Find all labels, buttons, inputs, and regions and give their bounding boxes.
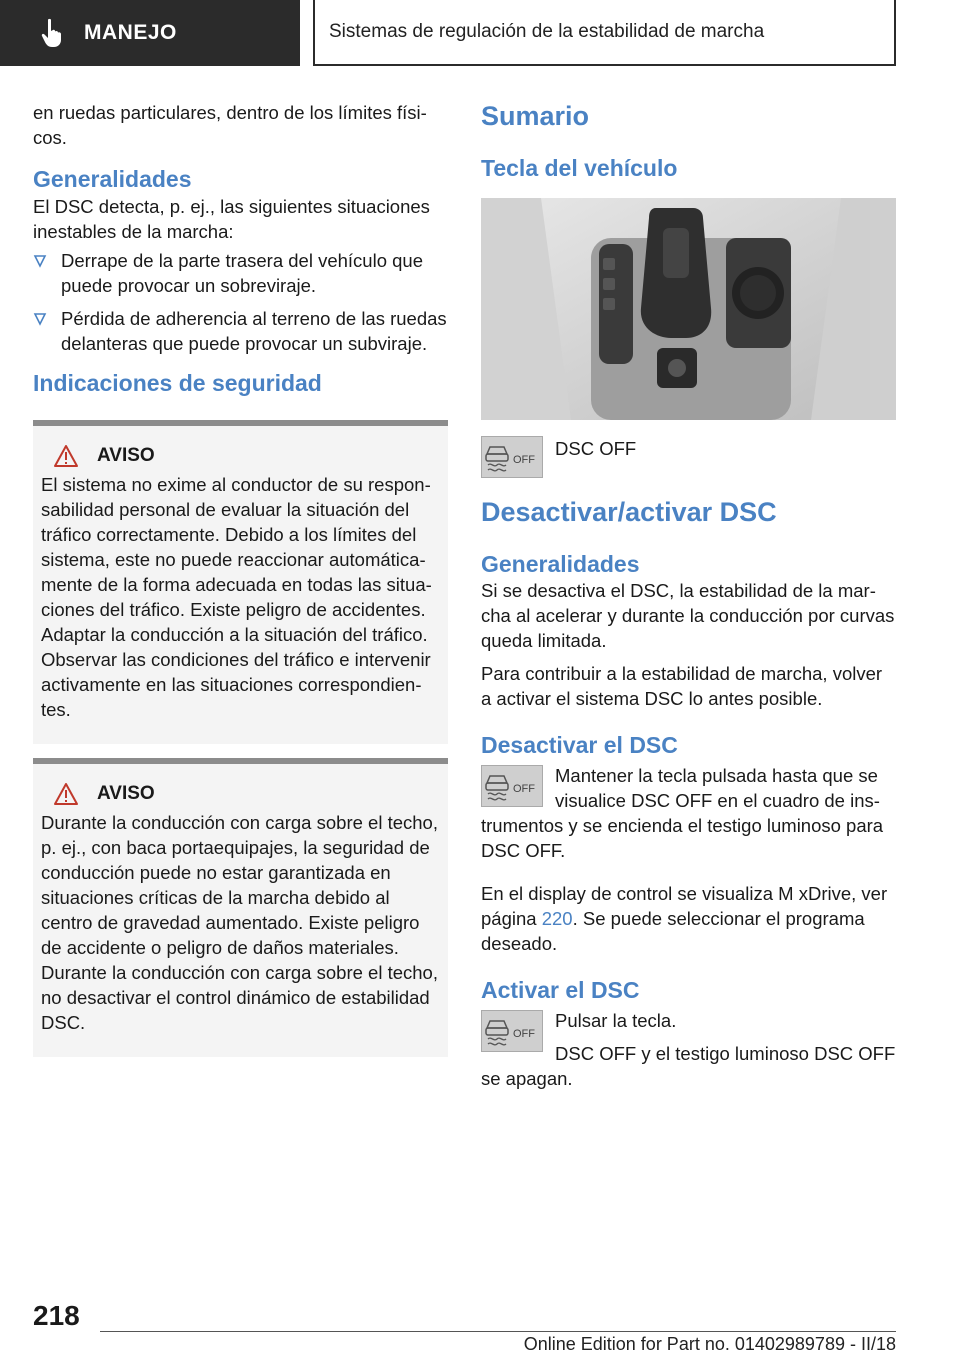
- warning-triangle-icon: [53, 444, 79, 468]
- warning-box: [33, 420, 448, 744]
- footer-divider: [100, 1331, 896, 1332]
- triangle-bullet-icon: [33, 312, 47, 326]
- triangle-bullet-icon: [33, 254, 47, 268]
- desactivar-block: [481, 763, 896, 871]
- generalidades-paragraph-1: Si se desactiva el DSC, la estabilidad de la marcha al acelerar y durante la conducción por curvas queda limitada.: [481, 580, 895, 651]
- center-console-photo: [481, 198, 896, 420]
- dsc-off-icon: [481, 1010, 543, 1052]
- list-item: Derrape de la parte trasera del vehículo que puede provocar un sobreviraje.: [33, 248, 448, 298]
- section-label: MANEJO: [84, 21, 177, 44]
- situations-list: [33, 248, 448, 356]
- intro-text: en ruedas particulares, dentro de los límites físicos.: [33, 102, 427, 148]
- activar-heading: Activar el DSC: [481, 977, 640, 1003]
- desactivar-activar-heading: Desactivar/activar DSC: [481, 497, 777, 527]
- generalidades-subheading: Generalidades: [481, 551, 640, 577]
- sumario-heading: Sumario: [481, 101, 590, 131]
- chapter-title: Sistemas de regulación de la estabilidad de marcha: [313, 0, 896, 66]
- tecla-heading: Tecla del vehículo: [481, 155, 678, 181]
- section-tab: [0, 0, 300, 66]
- desactivar-heading: Desactivar el DSC: [481, 732, 678, 758]
- generalidades-heading: Generalidades: [33, 166, 192, 192]
- dsc-off-icon: [481, 765, 543, 807]
- warning-title: AVISO: [97, 783, 155, 804]
- svg-text:OFF: OFF: [513, 454, 535, 466]
- right-column: [481, 100, 896, 1099]
- center-console-image: [481, 198, 896, 420]
- warning-text: El sistema no exime al conductor de su responsabilidad personal de evaluar la situación del tráfico correctamente. Debido a los límites del sistema, este no puede reaccionar automáticamente de la forma adecuada en todas las situaciones del tráfico. Existe peligro de accidentes. Adaptar la conducción a la situación del tráfico. Observar las condiciones del tráfico e intervenir activamente en las situaciones correspondientes.: [41, 474, 432, 720]
- warning-box: [33, 758, 448, 1057]
- dsc-off-key: [481, 436, 896, 478]
- generalidades-paragraph-2: Para contribuir a la estabilidad de marcha, volver a activar el sistema DSC lo antes posible.: [481, 663, 883, 709]
- page-reference-link[interactable]: 220: [541, 908, 573, 929]
- list-item: Pérdida de adherencia al terreno de las ruedas delanteras que puede provocar un subviraje.: [33, 306, 448, 356]
- activar-paragraph-1: Pulsar la tecla.: [555, 1010, 677, 1031]
- dsc-off-icon: [481, 436, 543, 478]
- edition-text: Online Edition for Part no. 01402989789 - II/18: [523, 1334, 896, 1354]
- svg-text:OFF: OFF: [513, 783, 535, 795]
- seguridad-heading: Indicaciones de seguridad: [33, 370, 322, 396]
- desactivar-paragraph-1: Mantener la tecla pulsada hasta que se visualice DSC OFF en el cuadro de instrumentos y se encienda el testigo luminoso para DSC OFF.: [481, 765, 884, 861]
- left-column: [33, 100, 448, 1057]
- activar-paragraph-2: DSC OFF y el testigo luminoso DSC OFF se apagan.: [481, 1043, 896, 1089]
- warning-title: AVISO: [97, 445, 155, 466]
- generalidades-text: El DSC detecta, p. ej., las siguientes situaciones inestables de la marcha:: [33, 196, 430, 242]
- svg-text:OFF: OFF: [513, 1028, 535, 1040]
- warning-triangle-icon: [53, 782, 79, 806]
- desactivar-paragraph-2: En el display de control se visualiza M xDrive, ver página 220. Se puede seleccionar el programa deseado.: [481, 883, 888, 954]
- dsc-off-label: DSC OFF: [555, 438, 637, 459]
- warning-text: Durante la conducción con carga sobre el techo, p. ej., con baca portaequipajes, la seguridad de conducción puede no estar garantizada en situaciones críticas de la marcha debido al centro de gravedad aumentado. Existe peligro de accidente o peligro de daños materiales. Durante la conducción con carga sobre el techo, no desactivar el control dinámico de estabilidad DSC.: [41, 812, 438, 1033]
- activar-block: [481, 1008, 896, 1099]
- hand-pointer-icon: [40, 18, 66, 48]
- page-header: [0, 0, 960, 66]
- page-number: 218: [33, 1300, 80, 1331]
